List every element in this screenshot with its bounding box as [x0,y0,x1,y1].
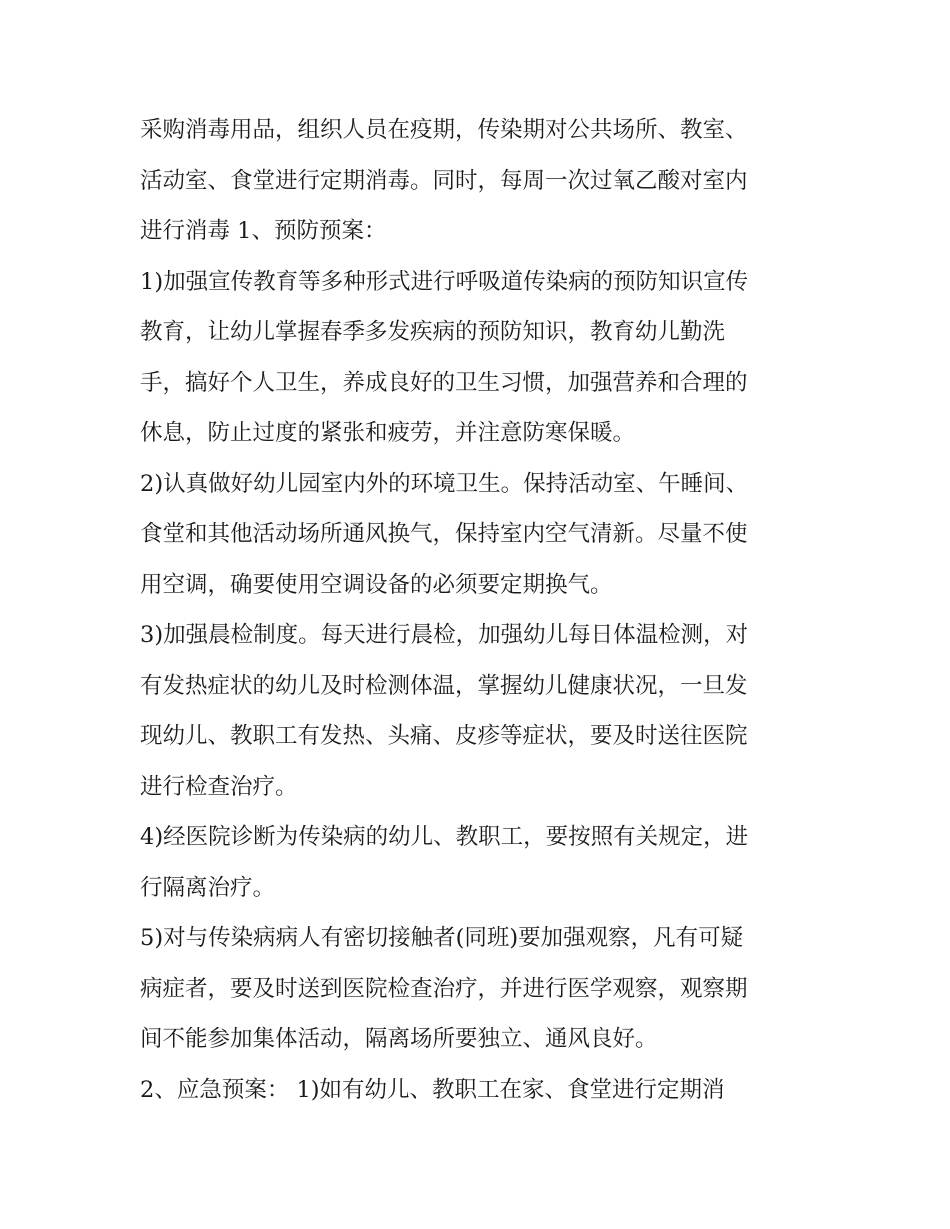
text-line: 4)经医院诊断为传染病的幼儿、教职工，要按照有关规定，进 [140,824,749,850]
text-line: 进行检查治疗。 [140,773,298,800]
text-line: 间不能参加集体活动，隔离场所要独立、通风良好。 [140,1026,658,1052]
text-line: 1)加强宣传教育等多种形式进行呼吸道传染病的预防知识宣传 [140,268,749,295]
text-line: 采购消毒用品，组织人员在疫期，传染期对公共场所、教室、 [140,117,748,143]
text-line: 3)加强晨检制度。每天进行晨检，加强幼儿每日体温检测，对 [140,622,749,648]
text-line: 有发热症状的幼儿及时检测体温，掌握幼儿健康状况，一旦发 [140,672,748,699]
text-line: 现幼儿、教职工有发热、头痛、皮疹等症状，要及时送往医院 [140,723,748,749]
text-line: 5)对与传染病病人有密切接触者(同班)要加强观察，凡有可疑 [140,925,744,951]
text-line: 活动室、食堂进行定期消毒。同时，每周一次过氧乙酸对室内 [140,167,748,194]
text-line: 病症者，要及时送到医院检查治疗，并进行医学观察，观察期 [140,975,748,1002]
text-line: 进行消毒 1、预防预案： [140,218,387,244]
text-line: 2、应急预案： 1)如有幼儿、教职工在家、食堂进行定期消 [140,1076,725,1103]
text-line: 用空调，确要使用空调设备的必须要定期换气。 [140,571,613,598]
text-line: 行隔离治疗。 [140,874,276,901]
text-line: 休息，防止过度的紧张和疲劳，并注意防寒保暖。 [140,420,636,446]
text-line: 食堂和其他活动场所通风换气，保持室内空气清新。尽量不使 [140,521,748,547]
text-line: 2)认真做好幼儿园室内外的环境卫生。保持活动室、午睡间、 [140,470,749,497]
text-line: 教育，让幼儿掌握春季多发疾病的预防知识，教育幼儿勤洗 [140,319,726,345]
text-line: 手，搞好个人卫生，养成良好的卫生习惯，加强营养和合理的 [140,369,748,396]
document-body [140,105,815,1115]
